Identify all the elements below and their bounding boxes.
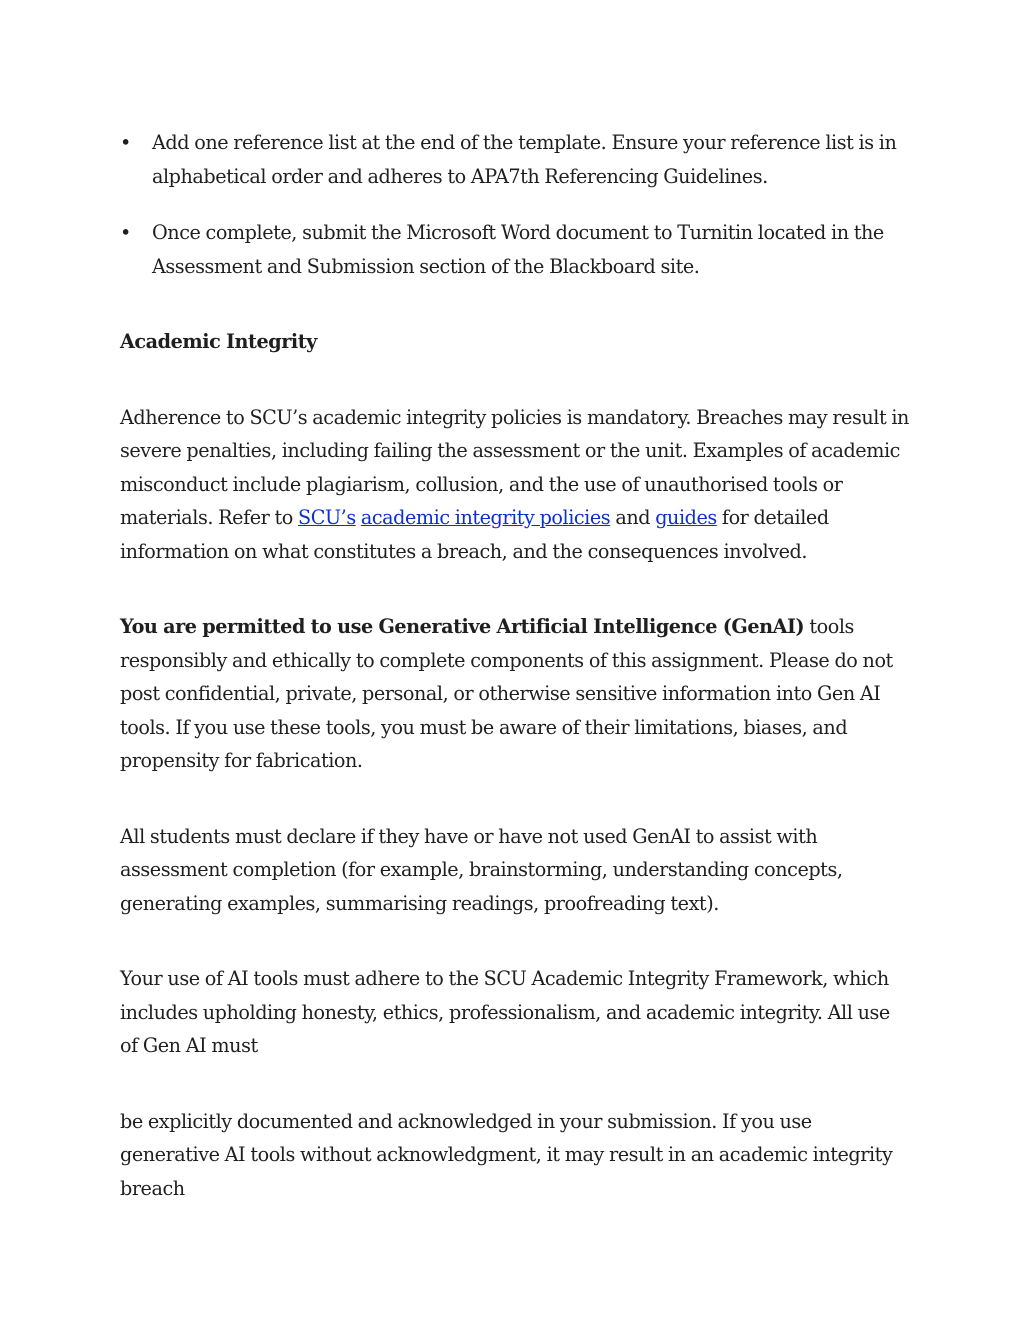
integrity-paragraph — [120, 401, 910, 569]
genai-permission-bold: You are permitted to use Generative Artificial Intelligence (GenAI) — [120, 615, 805, 638]
paragraph-text: Adherence to SCU’s academic integrity policies is mandatory. Breaches may result in severe penalties, including failing the assessment or the unit. Examples of academic misconduct include plagiarism, collusion, and the use of unauthorised tools or materials. Refer to — [120, 405, 909, 529]
instruction-list — [120, 126, 910, 283]
list-item — [120, 216, 910, 283]
academic-integrity-policies-link[interactable]: academic integrity policies — [360, 506, 611, 529]
genai-permission-paragraph — [120, 610, 910, 778]
paragraph-text: and — [610, 506, 656, 529]
list-item — [120, 126, 910, 193]
section-heading: Academic Integrity — [120, 330, 317, 353]
scu-link[interactable]: SCU’s — [298, 506, 356, 529]
acknowledgment-paragraph: be explicitly documented and acknowledged in your submission. If you use generative AI tools without acknowledgment, it may result in an academic integrity breach — [120, 1109, 893, 1200]
bullet-icon: • — [120, 131, 131, 154]
list-item-text: Add one reference list at the end of the template. Ensure your reference list is in alphabetical order and adheres to APA7th Referencing Guidelines. — [152, 131, 897, 188]
guides-link[interactable]: guides — [655, 506, 717, 529]
document-body — [120, 126, 910, 1205]
ai-framework-paragraph: Your use of AI tools must adhere to the SCU Academic Integrity Framework, which includes upholding honesty, ethics, professionalism, and academic integrity. All use of Gen AI must — [120, 967, 890, 1057]
genai-declaration-paragraph: All students must declare if they have or have not used GenAI to assist with assessment completion (for example, brainstorming, understanding concepts, generating examples, summarising readings, proofreading text). — [120, 824, 843, 915]
bullet-icon: • — [120, 221, 131, 244]
list-item-text: Once complete, submit the Microsoft Word document to Turnitin located in the Assessment and Submission section of the Blackboard site. — [152, 221, 884, 278]
paragraph-text: for detailed information on what constitutes a breach, and the consequences involved. — [120, 506, 829, 563]
paragraph-text: tools responsibly and ethically to complete components of this assignment. Please do not post confidential, private, personal, or otherwise sensitive information into Gen AI tools. If you use these tools, you must be aware of their limitations, biases, and propensity for fabrication. — [120, 615, 893, 772]
